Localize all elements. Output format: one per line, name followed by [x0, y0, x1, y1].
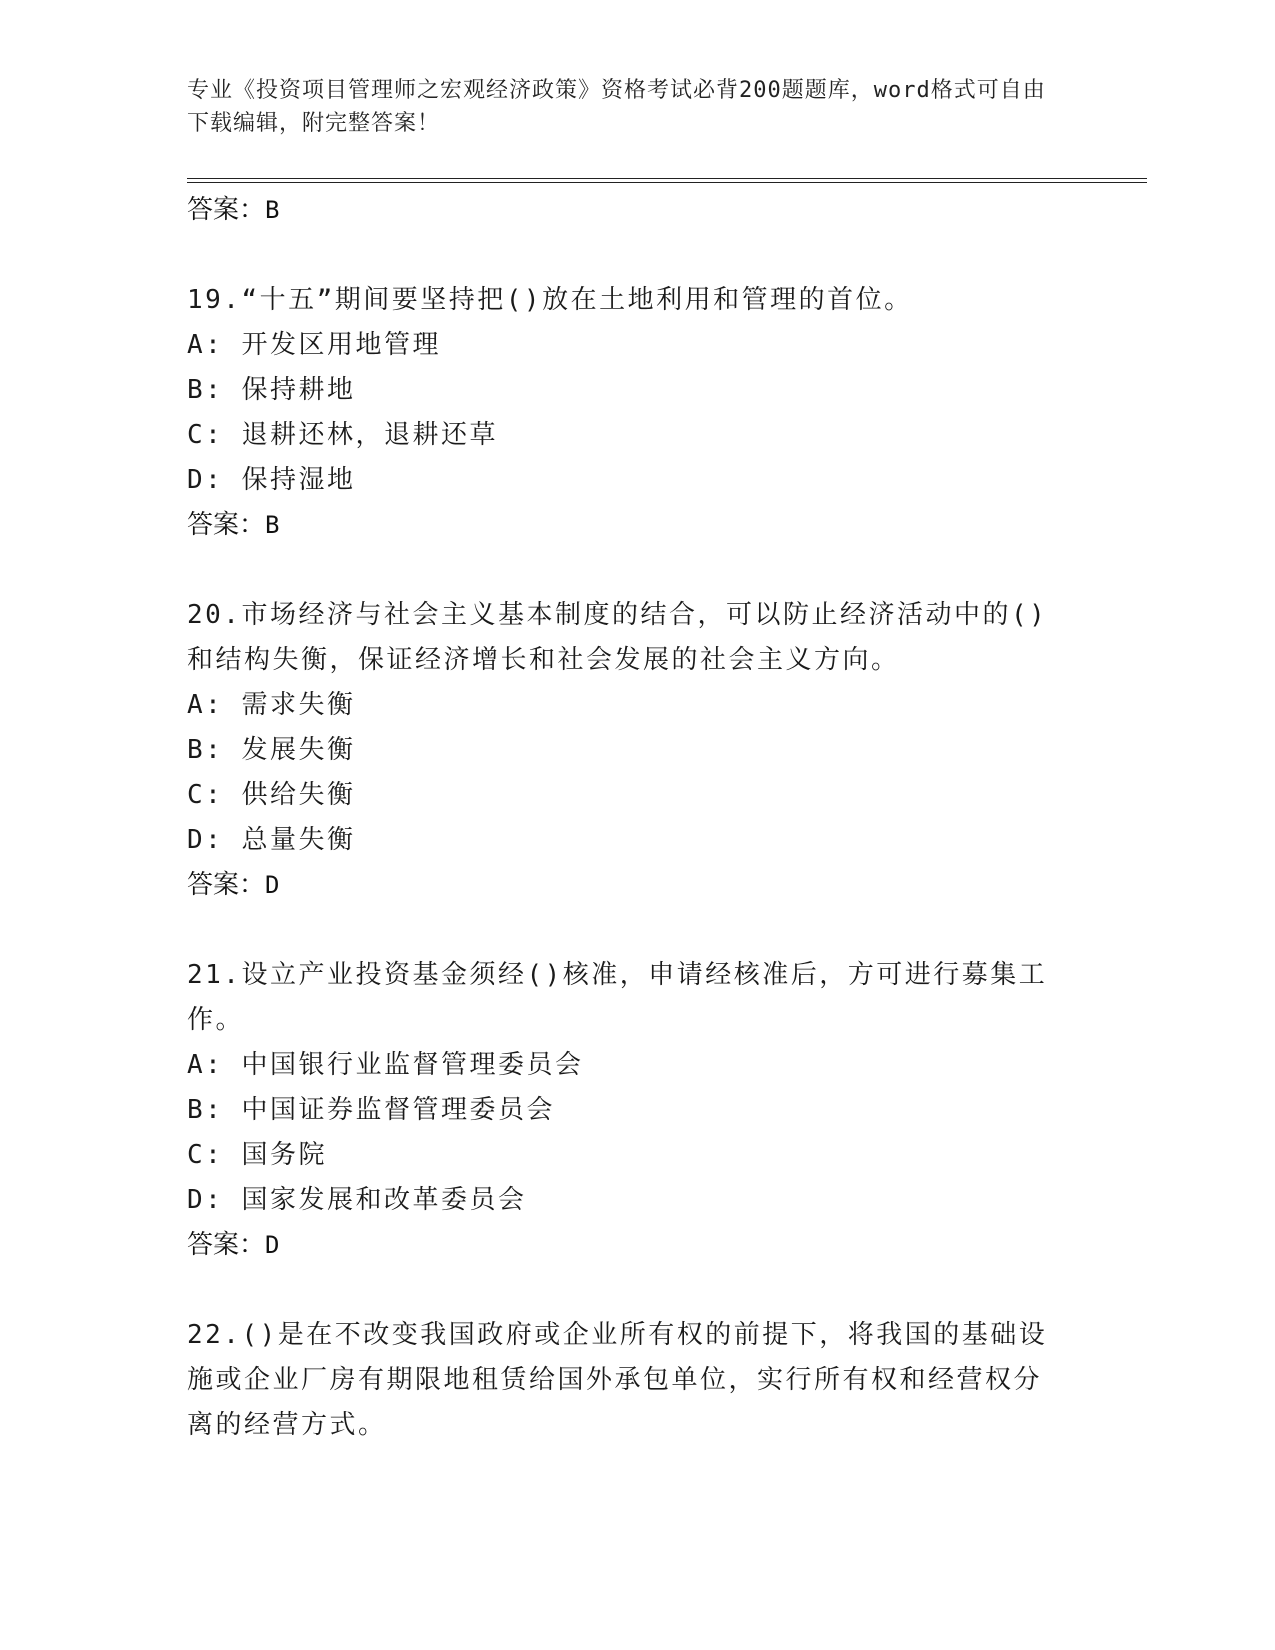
option-c: C: 国务院	[187, 1140, 327, 1170]
page-header-title: 专业《投资项目管理师之宏观经济政策》资格考试必背200题题库，word格式可自由下载编辑，附完整答案！	[187, 78, 1046, 136]
question-list	[187, 188, 1087, 1448]
question-block	[187, 1313, 1087, 1448]
answer-label: 答案：	[187, 510, 266, 540]
question-stem: 21.设立产业投资基金须经()核准，申请经核准后，方可进行募集工作。	[187, 960, 1048, 1035]
option-c: C: 退耕还林，退耕还草	[187, 420, 498, 450]
option-a: A: 需求失衡	[187, 690, 356, 720]
question-stem: 19.“十五”期间要坚持把()放在土地利用和管理的首位。	[187, 285, 913, 315]
option-b: B: 中国证券监督管理委员会	[187, 1095, 555, 1125]
answer-label: 答案：	[187, 1230, 266, 1260]
answer-line	[187, 863, 1087, 908]
answer-value: B	[265, 196, 280, 224]
header-divider	[187, 178, 1147, 183]
question-stem: 22.()是在不改变我国政府或企业所有权的前提下，将我国的基础设施或企业厂房有期限地租赁给国外承包单位，实行所有权和经营权分离的经营方式。	[187, 1320, 1048, 1440]
option-d: D: 总量失衡	[187, 825, 356, 855]
option-c: C: 供给失衡	[187, 780, 356, 810]
question-stem: 20.市场经济与社会主义基本制度的结合，可以防止经济活动中的()和结构失衡，保证经济增长和社会发展的社会主义方向。	[187, 600, 1048, 675]
option-d: D: 国家发展和改革委员会	[187, 1185, 527, 1215]
option-d: D: 保持湿地	[187, 465, 356, 495]
answer-label: 答案：	[187, 870, 266, 900]
answer-line	[187, 503, 1087, 548]
question-block	[187, 278, 1087, 548]
answer-line	[187, 188, 1087, 233]
answer-value: B	[265, 511, 280, 539]
answer-label: 答案：	[187, 195, 266, 225]
question-block	[187, 593, 1087, 908]
option-a: A: 中国银行业监督管理委员会	[187, 1050, 584, 1080]
answer-value: D	[265, 1231, 280, 1259]
option-b: B: 发展失衡	[187, 735, 356, 765]
option-b: B: 保持耕地	[187, 375, 356, 405]
option-a: A: 开发区用地管理	[187, 330, 441, 360]
answer-line	[187, 1223, 1087, 1268]
question-block	[187, 953, 1087, 1268]
answer-value: D	[265, 871, 280, 899]
